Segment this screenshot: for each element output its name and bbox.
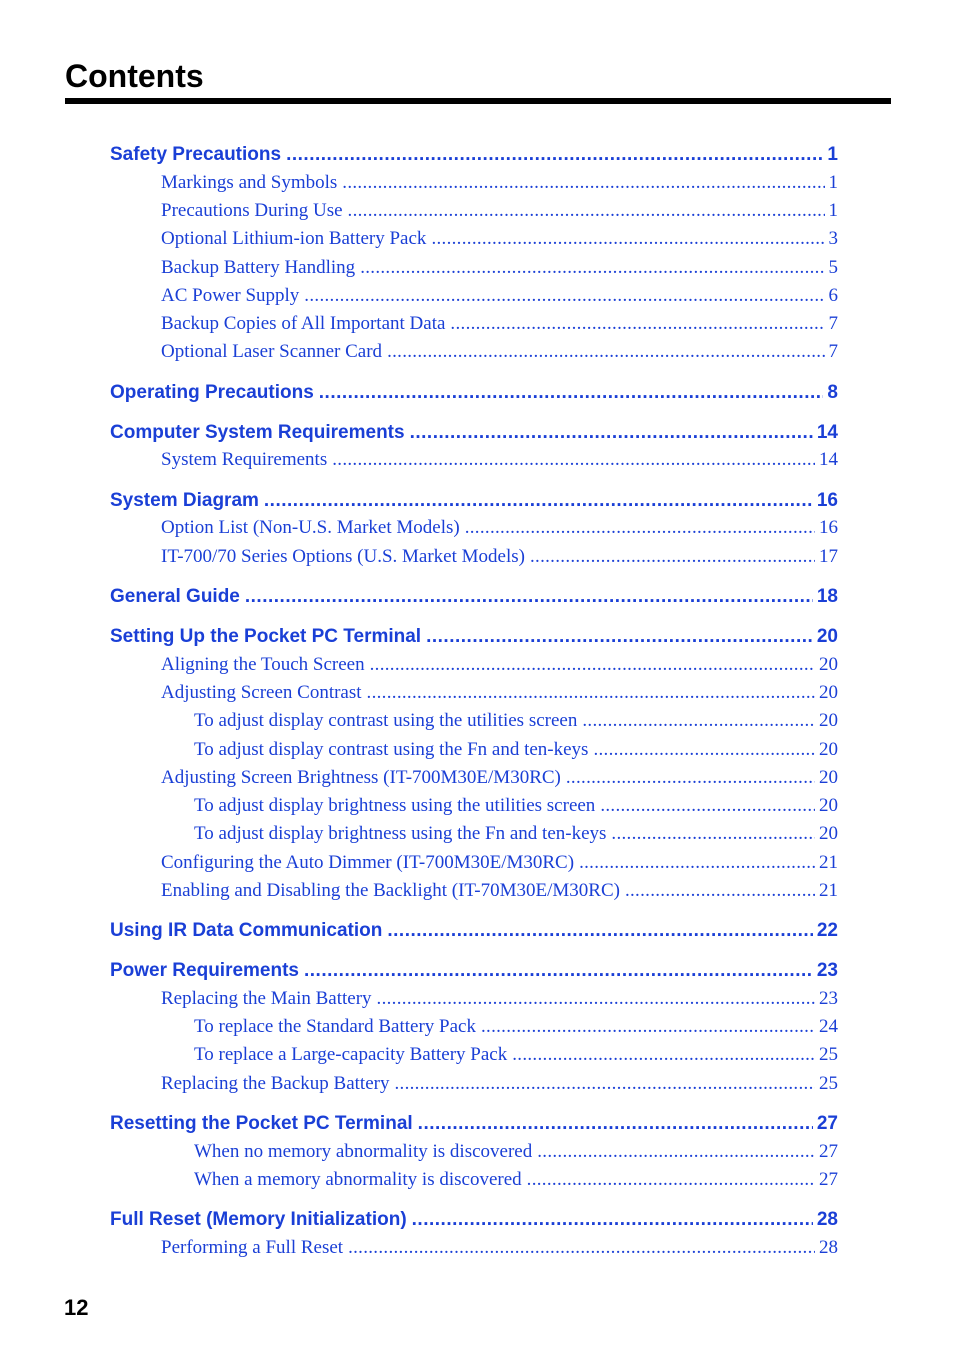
toc-entry-label: Option List (Non-U.S. Market Models) (161, 517, 460, 538)
dot-leader (600, 794, 815, 818)
toc-entry-label: Aligning the Touch Screen (161, 654, 365, 675)
toc-entry[interactable] (161, 227, 838, 251)
dot-leader (348, 1236, 815, 1260)
dot-leader (512, 1043, 815, 1067)
toc-entry-label: When a memory abnormality is discovered (194, 1169, 522, 1190)
toc-entry-label: System Diagram (110, 490, 259, 511)
toc-entry-page: 14 (819, 449, 838, 470)
toc-entry-label: Adjusting Screen Brightness (IT-700M30E/M30RC) (161, 767, 561, 788)
toc-entry[interactable] (194, 709, 838, 733)
dot-leader (450, 312, 824, 336)
toc-entry-label: To adjust display brightness using the utilities screen (194, 795, 596, 816)
toc-entry-page: 1 (827, 144, 838, 165)
toc-entry-page: 27 (819, 1141, 838, 1162)
dot-leader (418, 1112, 813, 1136)
toc-entry-label: Adjusting Screen Contrast (161, 682, 362, 703)
toc-entry-page: 5 (828, 257, 838, 278)
toc-entry[interactable] (110, 959, 838, 983)
toc-entry[interactable] (194, 822, 838, 846)
toc-entry[interactable] (161, 256, 838, 280)
toc-entry-page: 7 (828, 313, 838, 334)
toc-entry-label: Optional Laser Scanner Card (161, 341, 383, 362)
toc-entry[interactable] (194, 738, 838, 762)
toc-entry-label: To adjust display contrast using the Fn and ten-keys (194, 739, 589, 760)
toc-entry-page: 14 (816, 422, 838, 443)
title-rule (65, 98, 891, 104)
toc-entry-label: Computer System Requirements (110, 422, 405, 443)
toc-entry-label: Power Requirements (110, 960, 299, 981)
toc-entry-page: 20 (819, 795, 838, 816)
dot-leader (579, 851, 815, 875)
dot-leader (332, 448, 815, 472)
toc-entry[interactable] (161, 545, 838, 569)
toc-entry-label: AC Power Supply (161, 285, 300, 306)
toc-entry-label: Precautions During Use (161, 200, 343, 221)
toc-entry-page: 20 (819, 739, 838, 760)
toc-entry[interactable] (161, 653, 838, 677)
toc-entry[interactable] (110, 421, 838, 445)
toc-entry[interactable] (161, 766, 838, 790)
toc-entry-label: Operating Precautions (110, 382, 314, 403)
toc-entry-page: 1 (828, 172, 838, 193)
toc-entry-label: Backup Battery Handling (161, 257, 356, 278)
toc-entry-page: 3 (828, 228, 838, 249)
toc-entry-label: When no memory abnormality is discovered (194, 1141, 533, 1162)
toc-entry-page: 20 (819, 682, 838, 703)
toc-entry[interactable] (161, 340, 838, 364)
dot-leader (319, 381, 824, 405)
toc-entry[interactable] (161, 199, 838, 223)
toc-entry[interactable] (110, 1208, 838, 1232)
dot-leader (304, 959, 813, 983)
toc-entry-label: System Requirements (161, 449, 328, 470)
dot-leader (537, 1140, 815, 1164)
toc-entry-label: Setting Up the Pocket PC Terminal (110, 626, 422, 647)
dot-leader (412, 1208, 813, 1232)
toc-entry-page: 25 (819, 1044, 838, 1065)
toc-entry[interactable] (194, 1015, 838, 1039)
toc-entry[interactable] (194, 1043, 838, 1067)
toc-entry[interactable] (110, 143, 838, 167)
dot-leader (527, 1168, 815, 1192)
toc-entry-page: 25 (819, 1073, 838, 1094)
toc-entry-page: 20 (819, 654, 838, 675)
toc-entry-page: 6 (828, 285, 838, 306)
dot-leader (582, 709, 815, 733)
dot-leader (566, 766, 815, 790)
toc-entry[interactable] (110, 381, 838, 405)
dot-leader (465, 516, 815, 540)
dot-leader (360, 256, 824, 280)
toc-entry-page: 7 (828, 341, 838, 362)
dot-leader (481, 1015, 815, 1039)
toc-entry-page: 16 (816, 490, 838, 511)
dot-leader (426, 625, 813, 649)
toc-entry-page: 20 (819, 823, 838, 844)
dot-leader (431, 227, 824, 251)
toc-entry[interactable] (110, 489, 838, 513)
dot-leader (625, 879, 815, 903)
toc-entry-label: IT-700/70 Series Options (U.S. Market Models) (161, 546, 525, 567)
toc-entry[interactable] (194, 1140, 838, 1164)
toc-entry[interactable] (161, 284, 838, 308)
toc-entry[interactable] (161, 1236, 838, 1260)
toc-entry-label: Enabling and Disabling the Backlight (IT-70M30E/M30RC) (161, 880, 620, 901)
dot-leader (342, 171, 824, 195)
toc-entry-label: Replacing the Backup Battery (161, 1073, 390, 1094)
toc-entry-page: 23 (819, 988, 838, 1009)
toc-entry-page: 27 (816, 1113, 838, 1134)
toc-entry-page: 20 (819, 710, 838, 731)
dot-leader (593, 738, 815, 762)
dot-leader (304, 284, 824, 308)
toc-entry[interactable] (110, 919, 838, 943)
toc-entry-label: To adjust display contrast using the utilities screen (194, 710, 578, 731)
toc-entry-page: 28 (816, 1209, 838, 1230)
dot-leader (245, 585, 813, 609)
toc-entry-label: Backup Copies of All Important Data (161, 313, 446, 334)
toc-entry[interactable] (161, 681, 838, 705)
toc-entry-label: Resetting the Pocket PC Terminal (110, 1113, 413, 1134)
dot-leader (387, 340, 824, 364)
toc-entry[interactable] (110, 1112, 838, 1136)
dot-leader (387, 919, 813, 943)
dot-leader (286, 143, 823, 167)
toc-entry-page: 24 (819, 1016, 838, 1037)
toc-entry-page: 17 (819, 546, 838, 567)
toc-entry-label: To replace the Standard Battery Pack (194, 1016, 476, 1037)
toc-entry[interactable] (161, 516, 838, 540)
toc-entry[interactable] (194, 794, 838, 818)
toc-entry-label: Safety Precautions (110, 144, 282, 165)
toc-entry-label: Replacing the Main Battery (161, 988, 372, 1009)
toc-entry[interactable] (110, 585, 838, 609)
dot-leader (394, 1072, 815, 1096)
toc-entry-page: 20 (819, 767, 838, 788)
toc-entry-page: 1 (828, 200, 838, 221)
toc-entry-page: 22 (816, 920, 838, 941)
toc-entry[interactable] (110, 625, 838, 649)
dot-leader (370, 653, 815, 677)
toc-entry-label: Using IR Data Communication (110, 920, 383, 941)
dot-leader (367, 681, 815, 705)
dot-leader (611, 822, 815, 846)
toc-entry-page: 20 (816, 626, 838, 647)
toc-entry-page: 27 (819, 1169, 838, 1190)
toc-entry-label: To replace a Large-capacity Battery Pack (194, 1044, 508, 1065)
toc-entry-page: 21 (819, 880, 838, 901)
dot-leader (410, 421, 813, 445)
dot-leader (530, 545, 815, 569)
dot-leader (348, 199, 825, 223)
toc-entry-label: Full Reset (Memory Initialization) (110, 1209, 407, 1230)
toc-entry-page: 8 (827, 382, 838, 403)
dot-leader (264, 489, 813, 513)
toc-entry[interactable] (161, 171, 838, 195)
toc-entry-page: 18 (816, 586, 838, 607)
toc-entry[interactable] (161, 851, 838, 875)
page-number: 12 (64, 1295, 89, 1320)
toc-entry-label: Optional Lithium-ion Battery Pack (161, 228, 427, 249)
toc-entry[interactable] (161, 1072, 838, 1096)
toc-entry-page: 16 (819, 517, 838, 538)
toc-entry-label: To adjust display brightness using the Fn and ten-keys (194, 823, 607, 844)
toc-entry[interactable] (161, 312, 838, 336)
toc-entry-page: 23 (816, 960, 838, 981)
dot-leader (377, 987, 815, 1011)
toc-entry[interactable] (161, 879, 838, 903)
toc-entry-label: Configuring the Auto Dimmer (IT-700M30E/M30RC) (161, 852, 575, 873)
toc-entry-page: 28 (819, 1237, 838, 1258)
toc-entry[interactable] (161, 448, 838, 472)
toc-entry-label: Markings and Symbols (161, 172, 338, 193)
page-title: Contents (65, 58, 204, 94)
toc-entry-label: General Guide (110, 586, 240, 607)
toc-entry-label: Performing a Full Reset (161, 1237, 344, 1258)
toc-entry[interactable] (194, 1168, 838, 1192)
toc-entry-page: 21 (819, 852, 838, 873)
toc-entry[interactable] (161, 987, 838, 1011)
